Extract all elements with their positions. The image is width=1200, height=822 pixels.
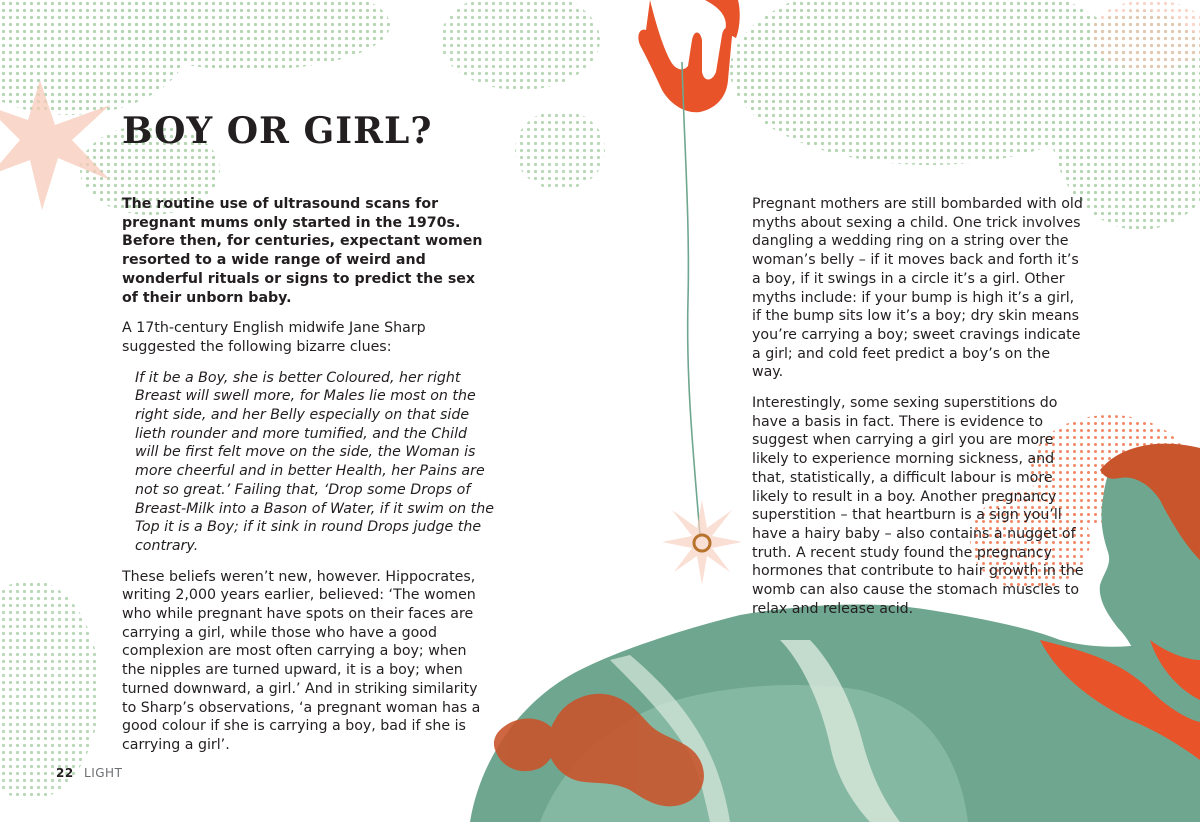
page-title: BOY OR GIRL? (122, 110, 433, 152)
section-name: LIGHT (84, 766, 123, 780)
halftone-dots-top-center (440, 0, 605, 190)
block-quote: If it be a Boy, she is better Coloured, her right Breast will swell more, for Males lie most on the right side, and her Belly especially on that side lieth rounder and more tumified, and the Child will be first felt move on the side, the Woman is more cheerful and in better Health, her Pains are not so great.’ Failing that, ‘Drop some Drops of Breast-Milk into a Bason of Water, if it swim on the Top it is a Boy; if it sink in round Drops judge the contrary. (135, 369, 494, 554)
ring-icon (662, 500, 742, 585)
hand-icon (638, 0, 739, 112)
paragraph: These beliefs weren’t new, however. Hippocrates, writing 2,000 years earlier, believed: ‘The women who while pregnant have spots on their faces are carrying a girl, while those who have a good complexion are most often carrying a boy; when the nipples are turned upward, it is a boy; when turned downward, a girl.’ And in striking similarity to Sharp’s observations, ‘a pregnant woman has a good colour if she is carrying a boy, bad if she is carrying a girl’. (122, 568, 481, 753)
right-column (752, 195, 1084, 630)
paragraph: Interestingly, some sexing superstitions do have a basis in fact. There is evidence to suggest when carrying a girl you are more likely to experience morning sickness, and that, statistically, a difficult labour is more likely to result in a boy. Another pregnancy superstition – that heartburn is a sign you’ll have a hairy baby – also contains a nugget of truth. A recent study found the pregnancy hormones that contribute to hair growth in the womb can also cause the stomach muscles to relax and release acid. (752, 395, 1084, 617)
string-line (682, 62, 700, 535)
halftone-dots-top-left (0, 0, 390, 215)
intro-paragraph: The routine use of ultrasound scans for pregnant mums only started in the 1970s. Before then, for centuries, expectant women resorted to a wide range of weird and wonderful rituals or signs to predict the sex of their unborn baby. (122, 196, 483, 306)
page-number: 22 (56, 766, 74, 780)
paragraph: A 17th-century English midwife Jane Sharp suggested the following bizarre clues: (122, 320, 426, 355)
paragraph: Pregnant mothers are still bombarded with old myths about sexing a child. One trick involves dangling a wedding ring on a string over the woman’s belly – if it moves back and forth it’s a boy, if it swings in a circle it’s a girl. Other myths include: if your bump is high it’s a girl, if the bump sits low it’s a boy; dry skin means you’re carrying a boy; sweet cravings indicate a girl; and cold feet predict a boy’s on the way. (752, 196, 1083, 381)
page-footer (56, 766, 122, 780)
left-column (122, 195, 494, 767)
